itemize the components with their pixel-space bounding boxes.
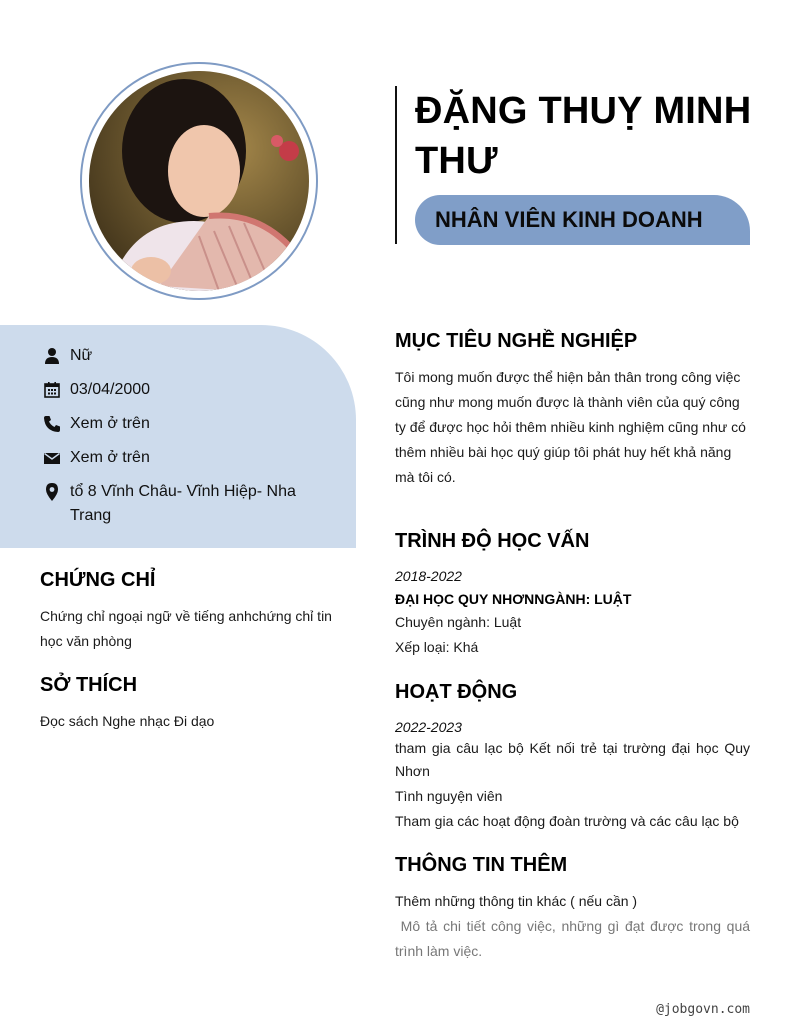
activities-period: 2022-2023 (395, 719, 462, 735)
objective-text: Tôi mong muốn được thể hiện bản thân trong công việc cũng như mong muốn được là thành viên của quý công ty để được học hỏi thêm nhiều kinh nghiệm cũng như có thêm nhiều bài học quý giúp tôi phát huy hết khả năng mà tôi có. (395, 369, 746, 485)
education-grade: Xếp loại: Khá (395, 639, 479, 655)
education-period: 2018-2022 (395, 568, 462, 584)
person-icon (42, 346, 62, 366)
certificates-heading: CHỨNG CHỈ (40, 569, 156, 591)
phone-icon (42, 414, 62, 434)
candidate-name: ĐẶNG THUỴ MINH THƯ (415, 90, 752, 182)
additional-heading: THÔNG TIN THÊM (395, 854, 568, 876)
activity-item: Tình nguyện viên (395, 788, 503, 804)
activity-item: tham gia câu lạc bộ Kết nối trẻ tại trường đại học Quy Nhơn (395, 740, 750, 779)
hobbies-heading: SỞ THÍCH (40, 674, 138, 696)
position-badge: NHÂN VIÊN KINH DOANH (415, 195, 750, 245)
avatar (89, 71, 309, 291)
hobbies-text: Đọc sách Nghe nhạc Đi dạo (40, 713, 215, 729)
calendar-icon (42, 380, 62, 400)
header-divider (395, 86, 397, 244)
gender-text: Nữ (70, 347, 93, 364)
activities-heading: HOẠT ĐỘNG (395, 681, 518, 703)
activity-item: Tham gia các hoạt động đoàn trường và các câu lạc bộ (395, 813, 739, 829)
email-text: Xem ở trên (70, 449, 150, 466)
profile-photo (89, 71, 309, 291)
dob-text: 03/04/2000 (70, 381, 151, 398)
education-heading: TRÌNH ĐỘ HỌC VẤN (395, 530, 590, 552)
objective-heading: MỤC TIÊU NGHỀ NGHIỆP (395, 330, 638, 352)
address-text: tổ 8 Vĩnh Châu- Vĩnh Hiệp- Nha Trang (70, 483, 296, 524)
envelope-icon (42, 448, 62, 468)
education-major: Chuyên ngành: Luật (395, 614, 522, 630)
education-school: ĐẠI HỌC QUY NHƠNNGÀNH: LUẬT (395, 591, 632, 607)
footer-watermark: @jobgovn.com (656, 1002, 750, 1017)
map-pin-icon (42, 482, 62, 502)
additional-line: Thêm những thông tin khác ( nếu cần ) (395, 893, 638, 909)
additional-description: Mô tả chi tiết công việc, những gì đạt được trong quá trình làm việc. (395, 918, 754, 959)
phone-text: Xem ở trên (70, 415, 150, 432)
certificates-text: Chứng chỉ ngoại ngữ về tiếng anhchứng chỉ tin học văn phòng (40, 608, 332, 649)
